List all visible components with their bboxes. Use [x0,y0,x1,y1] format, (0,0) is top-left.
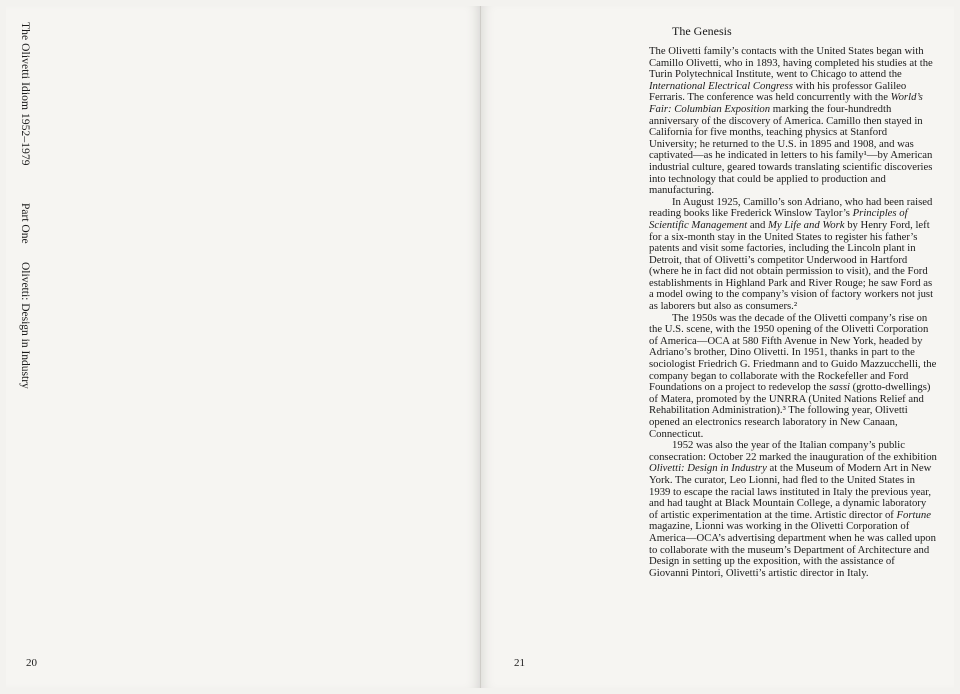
body-text [649,46,937,579]
p4-italic-1: Olivetti: Design in Industry [649,462,767,475]
p1-text-a: The Olivetti family’s contacts with the United States began with Camillo Olivetti, who in 1893, having completed his studies at the Turin Polytechnical Institute, went to Chicago to attend the [649,45,933,81]
p2-italic-2: My Life and Work [768,218,845,231]
p1-text-b: with his professor Galileo Ferraris. The conference was held concurrently with the [649,79,907,104]
p1-italic-2: World’s Fair: Columbian Exposition [649,91,923,115]
p1-italic-1: International Electrical Congress [649,79,793,92]
p1-text-c: marking the four-hundredth anniversary of the discovery of America. Camillo then stayed in California for five months, teaching physics at Stanford University; he returned to the U.S. in 1895 and 1908, and was captivated—as he indicated in letters to his family¹—by American industrial culture, geared towards translating scientific discoveries into technology that could be applied to production and manufacturing. [649,102,933,197]
page-number-right: 21 [514,657,525,669]
p4-text-c: magazine, Lionni was working in the Olivetti Corporation of America—OCA’s advertising department when he was called upon to collaborate with the museum’s Department of Architecture and Design in setting up the exposition, with the assistance of Giovanni Pintori, Olivetti’s artistic director in Italy. [649,520,936,579]
p3-text-a: The 1950s was the decade of the Olivetti company’s rise on the U.S. scene, with the 1950 opening of the Olivetti Corporation of America—OCA at 580 Fifth Avenue in New York, headed by Adriano’s brother, Dino Olivetti. In 1951, thanks in part to the sociologist Friedrich G. Friedmann and to Guido Mazzucchelli, the company began to collaborate with the Rockefeller and Ford Foundations on a project to redevelop the [649,311,937,394]
paragraph-2 [649,197,937,313]
p3-italic-1: sassi [829,381,850,394]
p4-text-b: at the Museum of Modern Art in New York. The curator, Leo Lionni, had fled to the United States in 1939 to escape the racial laws instituted in Italy the previous year, and had taught at Black Mountain College, a dynamic laboratory of artistic experimentation at the time. Artistic director of [649,462,932,521]
p4-text-a: 1952 was also the year of the Italian company’s public consecration: October 22 marked the inauguration of the exhibition [649,439,937,463]
paragraph-3 [649,313,937,441]
p2-text-b: and [747,218,769,231]
running-part [19,203,31,405]
paragraph-1 [649,46,937,197]
left-page [6,6,480,688]
running-title: The Olivetti Idiom 1952–1979 [19,22,31,166]
p3-text-b: (grotto-dwellings) of Matera, promoted by the UNRRA (United Nations Relief and Rehabilitation Administration).³ The following year, Olivetti opened an electronics research laboratory in New Canaan, Connecticut. [649,381,931,440]
part-title: Olivetti: Design in Industry [19,262,31,390]
p2-italic-1: Principles of Scientific Management [649,207,908,231]
p4-italic-2: Fortune [896,508,931,521]
p2-text-a: In August 1925, Camillo’s son Adriano, who had been raised reading books like Frederick Winslow Taylor’s [649,195,933,220]
section-title: The Genesis [672,24,732,38]
book-gutter [480,6,481,688]
part-label: Part One [19,203,31,244]
paragraph-4 [649,440,937,579]
p2-text-c: by Henry Ford, left for a six-month stay in the United States to register his father’s patents and visit some factories, including the Lincoln plant in Detroit, that of Olivetti’s competitor Underwood in Hartford (where he in fact did not obtain permission to visit), and the Ford establishments in Highland Park and River Rouge; he saw Ford as a model owing to the company’s vision of factory workers not just as laborers but also as consumers.² [649,218,934,313]
page-number-left: 20 [26,657,37,669]
